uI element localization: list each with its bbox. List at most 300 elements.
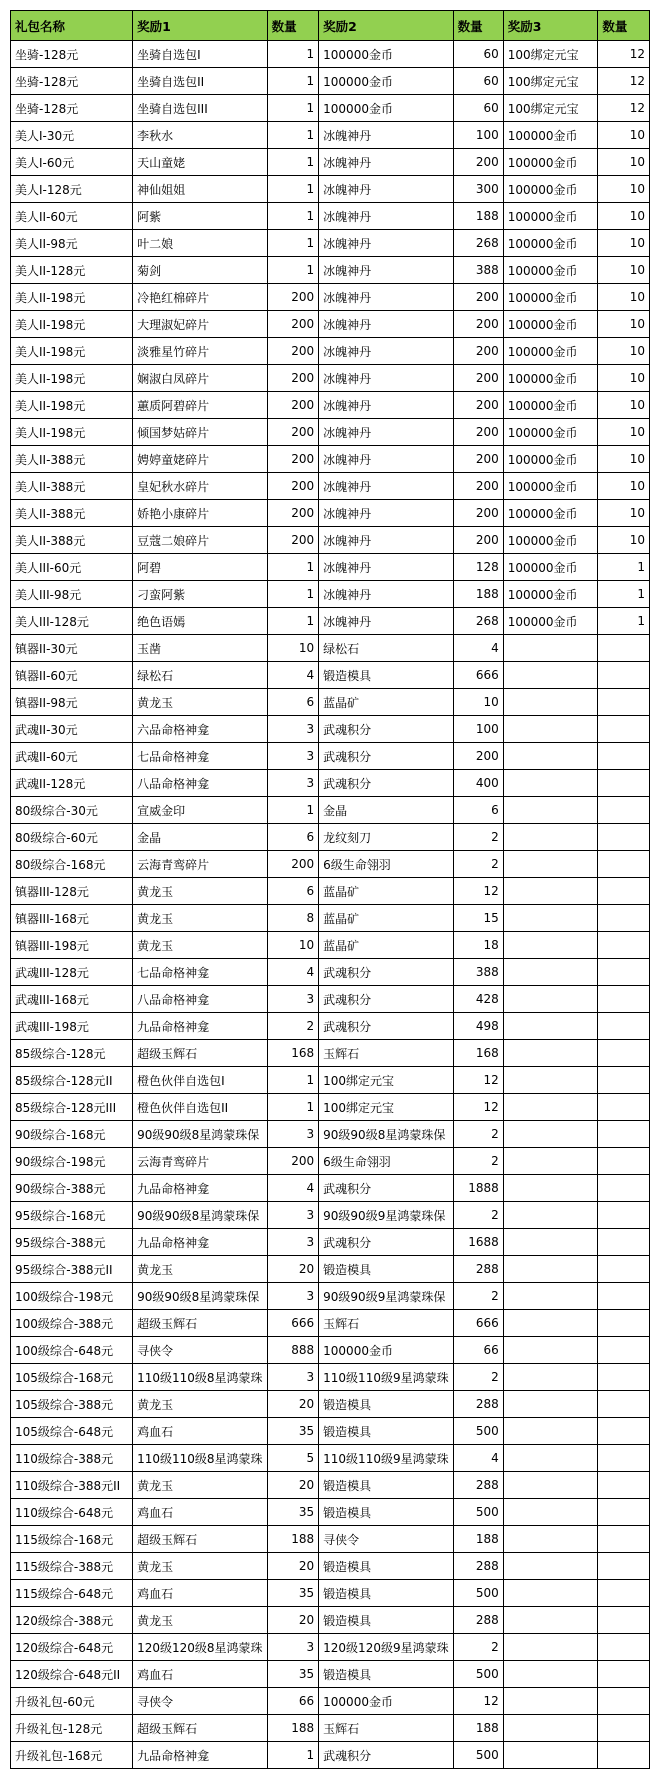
cell-reward1: 皇妃秋水碎片 — [133, 473, 267, 500]
cell-reward3 — [503, 986, 598, 1013]
cell-package-name: 115级综合-648元 — [11, 1580, 133, 1607]
cell-reward1: 刁蛮阿紫 — [133, 581, 267, 608]
table-row — [11, 851, 650, 878]
header-reward2: 奖励2 — [319, 11, 453, 41]
cell-qty1: 1 — [267, 230, 319, 257]
cell-qty3 — [598, 1526, 650, 1553]
cell-package-name: 110级综合-388元II — [11, 1472, 133, 1499]
cell-package-name: 85级综合-128元 — [11, 1040, 133, 1067]
cell-qty2: 18 — [453, 932, 503, 959]
cell-qty3: 1 — [598, 608, 650, 635]
cell-package-name: 美人II-388元 — [11, 446, 133, 473]
cell-qty1: 1 — [267, 68, 319, 95]
table-row — [11, 1310, 650, 1337]
cell-package-name: 升级礼包-168元 — [11, 1742, 133, 1769]
cell-qty3 — [598, 1202, 650, 1229]
table-row — [11, 1715, 650, 1742]
cell-reward2: 6级生命翎羽 — [319, 1148, 453, 1175]
header-qty2: 数量 — [453, 11, 503, 41]
cell-qty2: 200 — [453, 743, 503, 770]
cell-qty1: 1 — [267, 1067, 319, 1094]
cell-reward1: 黄龙玉 — [133, 932, 267, 959]
cell-reward3 — [503, 1202, 598, 1229]
cell-reward3 — [503, 1445, 598, 1472]
cell-package-name: 80级综合-168元 — [11, 851, 133, 878]
cell-qty3 — [598, 1688, 650, 1715]
cell-qty3 — [598, 1715, 650, 1742]
cell-reward1: 玉凿 — [133, 635, 267, 662]
cell-qty2: 200 — [453, 149, 503, 176]
cell-package-name: 美人II-98元 — [11, 230, 133, 257]
cell-qty3: 10 — [598, 392, 650, 419]
cell-reward2: 锻造模具 — [319, 1553, 453, 1580]
cell-reward1: 金晶 — [133, 824, 267, 851]
cell-reward1: 宣威金印 — [133, 797, 267, 824]
cell-reward3: 100000金币 — [503, 446, 598, 473]
header-reward3: 奖励3 — [503, 11, 598, 41]
cell-qty3 — [598, 1067, 650, 1094]
cell-qty3 — [598, 1040, 650, 1067]
cell-qty1: 200 — [267, 500, 319, 527]
cell-qty2: 200 — [453, 338, 503, 365]
cell-qty1: 3 — [267, 770, 319, 797]
cell-qty1: 3 — [267, 716, 319, 743]
cell-package-name: 95级综合-388元II — [11, 1256, 133, 1283]
table-row — [11, 257, 650, 284]
cell-reward3 — [503, 1256, 598, 1283]
cell-qty2: 500 — [453, 1742, 503, 1769]
cell-qty3: 1 — [598, 581, 650, 608]
table-row — [11, 527, 650, 554]
cell-reward1: 叶二娘 — [133, 230, 267, 257]
cell-reward2: 冰魄神丹 — [319, 338, 453, 365]
cell-reward3: 100000金币 — [503, 203, 598, 230]
table-row — [11, 365, 650, 392]
cell-reward3: 100000金币 — [503, 230, 598, 257]
cell-qty1: 1 — [267, 1742, 319, 1769]
table-row — [11, 1094, 650, 1121]
cell-qty3 — [598, 1283, 650, 1310]
cell-package-name: 武魂II-128元 — [11, 770, 133, 797]
cell-qty1: 8 — [267, 905, 319, 932]
cell-qty2: 200 — [453, 419, 503, 446]
cell-reward3 — [503, 1229, 598, 1256]
cell-qty2: 2 — [453, 1634, 503, 1661]
cell-qty1: 200 — [267, 851, 319, 878]
cell-reward2: 冰魄神丹 — [319, 311, 453, 338]
cell-reward2: 蓝晶矿 — [319, 905, 453, 932]
cell-reward2: 武魂积分 — [319, 986, 453, 1013]
cell-reward1: 云海青鸾碎片 — [133, 1148, 267, 1175]
cell-qty2: 2 — [453, 1364, 503, 1391]
cell-qty3: 12 — [598, 68, 650, 95]
cell-package-name: 85级综合-128元III — [11, 1094, 133, 1121]
table-row — [11, 95, 650, 122]
cell-reward1: 淡雅星竹碎片 — [133, 338, 267, 365]
cell-package-name: 115级综合-168元 — [11, 1526, 133, 1553]
cell-qty3 — [598, 1256, 650, 1283]
cell-qty2: 200 — [453, 446, 503, 473]
cell-qty2: 12 — [453, 1067, 503, 1094]
cell-qty1: 1 — [267, 149, 319, 176]
cell-qty3: 10 — [598, 257, 650, 284]
table-row — [11, 1202, 650, 1229]
cell-qty1: 200 — [267, 338, 319, 365]
cell-package-name: 美人III-128元 — [11, 608, 133, 635]
cell-qty2: 4 — [453, 1445, 503, 1472]
cell-qty1: 35 — [267, 1661, 319, 1688]
cell-reward3 — [503, 1310, 598, 1337]
cell-reward2: 100绑定元宝 — [319, 1094, 453, 1121]
cell-reward1: 七品命格神龛 — [133, 743, 267, 770]
table-row — [11, 149, 650, 176]
table-row — [11, 473, 650, 500]
cell-reward3: 100000金币 — [503, 392, 598, 419]
table-row — [11, 284, 650, 311]
cell-package-name: 美人I-30元 — [11, 122, 133, 149]
cell-qty3 — [598, 1742, 650, 1769]
cell-reward3 — [503, 1742, 598, 1769]
cell-qty2: 2 — [453, 1148, 503, 1175]
cell-reward1: 黄龙玉 — [133, 1256, 267, 1283]
cell-reward2: 冰魄神丹 — [319, 176, 453, 203]
cell-reward2: 120级120级9星鸿蒙珠 — [319, 1634, 453, 1661]
cell-qty3 — [598, 635, 650, 662]
cell-qty1: 4 — [267, 662, 319, 689]
cell-package-name: 升级礼包-60元 — [11, 1688, 133, 1715]
cell-reward2: 冰魄神丹 — [319, 581, 453, 608]
cell-reward2: 锻造模具 — [319, 1661, 453, 1688]
cell-reward2: 武魂积分 — [319, 1229, 453, 1256]
cell-qty1: 666 — [267, 1310, 319, 1337]
cell-package-name: 美人II-198元 — [11, 338, 133, 365]
cell-qty3: 12 — [598, 41, 650, 68]
table-row — [11, 1472, 650, 1499]
cell-reward3 — [503, 905, 598, 932]
cell-package-name: 美人I-128元 — [11, 176, 133, 203]
cell-qty1: 3 — [267, 1364, 319, 1391]
cell-reward2: 锻造模具 — [319, 1256, 453, 1283]
cell-qty1: 3 — [267, 1121, 319, 1148]
cell-qty1: 5 — [267, 1445, 319, 1472]
cell-reward2: 冰魄神丹 — [319, 608, 453, 635]
cell-reward2: 武魂积分 — [319, 716, 453, 743]
cell-qty2: 128 — [453, 554, 503, 581]
cell-qty3 — [598, 1013, 650, 1040]
cell-qty3 — [598, 1148, 650, 1175]
cell-qty1: 200 — [267, 311, 319, 338]
cell-qty2: 188 — [453, 203, 503, 230]
cell-reward3: 100000金币 — [503, 149, 598, 176]
cell-qty1: 1 — [267, 95, 319, 122]
cell-reward1: 娴淑白凤碎片 — [133, 365, 267, 392]
cell-qty1: 1 — [267, 257, 319, 284]
cell-reward3 — [503, 1499, 598, 1526]
cell-qty1: 1 — [267, 203, 319, 230]
cell-reward3 — [503, 1553, 598, 1580]
cell-package-name: 90级综合-168元 — [11, 1121, 133, 1148]
cell-package-name: 镇器III-168元 — [11, 905, 133, 932]
cell-reward1: 橙色伙伴自选包I — [133, 1067, 267, 1094]
table-row — [11, 311, 650, 338]
cell-reward1: 绿松石 — [133, 662, 267, 689]
cell-package-name: 105级综合-168元 — [11, 1364, 133, 1391]
table-row — [11, 176, 650, 203]
cell-qty3: 10 — [598, 419, 650, 446]
cell-reward3 — [503, 1607, 598, 1634]
cell-qty1: 200 — [267, 365, 319, 392]
cell-qty2: 500 — [453, 1580, 503, 1607]
cell-package-name: 武魂III-168元 — [11, 986, 133, 1013]
cell-qty2: 268 — [453, 608, 503, 635]
cell-qty1: 3 — [267, 986, 319, 1013]
cell-reward1: 李秋水 — [133, 122, 267, 149]
header-qty3: 数量 — [598, 11, 650, 41]
cell-qty1: 2 — [267, 1013, 319, 1040]
cell-reward2: 玉辉石 — [319, 1310, 453, 1337]
cell-qty2: 60 — [453, 41, 503, 68]
cell-qty3: 10 — [598, 203, 650, 230]
table-row — [11, 878, 650, 905]
table-row — [11, 608, 650, 635]
cell-qty3 — [598, 1094, 650, 1121]
cell-reward3 — [503, 932, 598, 959]
table-row — [11, 635, 650, 662]
cell-reward3 — [503, 1094, 598, 1121]
table-row — [11, 689, 650, 716]
cell-reward2: 冰魄神丹 — [319, 284, 453, 311]
cell-reward1: 娉婷童姥碎片 — [133, 446, 267, 473]
cell-package-name: 110级综合-648元 — [11, 1499, 133, 1526]
cell-reward3 — [503, 1013, 598, 1040]
table-row — [11, 392, 650, 419]
cell-qty1: 200 — [267, 392, 319, 419]
table-row — [11, 824, 650, 851]
cell-reward1: 黄龙玉 — [133, 1391, 267, 1418]
cell-package-name: 90级综合-198元 — [11, 1148, 133, 1175]
cell-reward1: 鸡血石 — [133, 1418, 267, 1445]
cell-reward1: 阿碧 — [133, 554, 267, 581]
cell-reward3: 100000金币 — [503, 554, 598, 581]
rewards-table — [10, 10, 650, 1769]
cell-reward3 — [503, 662, 598, 689]
cell-reward2: 龙纹刻刀 — [319, 824, 453, 851]
cell-reward1: 黄龙玉 — [133, 1472, 267, 1499]
table-row — [11, 1742, 650, 1769]
cell-qty2: 200 — [453, 527, 503, 554]
cell-reward1: 豆蔻二娘碎片 — [133, 527, 267, 554]
cell-reward3: 100000金币 — [503, 608, 598, 635]
table-row — [11, 1040, 650, 1067]
table-row — [11, 500, 650, 527]
cell-qty2: 500 — [453, 1661, 503, 1688]
table-row — [11, 122, 650, 149]
cell-reward3 — [503, 1364, 598, 1391]
cell-qty3 — [598, 905, 650, 932]
cell-reward1: 坐骑自选包III — [133, 95, 267, 122]
cell-qty2: 66 — [453, 1337, 503, 1364]
cell-reward1: 娇艳小康碎片 — [133, 500, 267, 527]
cell-qty3 — [598, 986, 650, 1013]
cell-reward2: 冰魄神丹 — [319, 500, 453, 527]
cell-qty3: 10 — [598, 122, 650, 149]
cell-reward1: 90级90级8星鸿蒙珠保 — [133, 1121, 267, 1148]
cell-qty2: 500 — [453, 1418, 503, 1445]
cell-reward2: 冰魄神丹 — [319, 149, 453, 176]
cell-reward3 — [503, 824, 598, 851]
cell-reward3: 100绑定元宝 — [503, 95, 598, 122]
cell-reward2: 90级90级9星鸿蒙珠保 — [319, 1202, 453, 1229]
cell-reward2: 冰魄神丹 — [319, 365, 453, 392]
cell-qty3: 10 — [598, 176, 650, 203]
cell-reward3: 100000金币 — [503, 176, 598, 203]
cell-reward2: 武魂积分 — [319, 1175, 453, 1202]
cell-qty1: 168 — [267, 1040, 319, 1067]
cell-reward1: 黄龙玉 — [133, 905, 267, 932]
cell-qty2: 2 — [453, 1121, 503, 1148]
cell-reward2: 锻造模具 — [319, 1607, 453, 1634]
cell-package-name: 镇器II-30元 — [11, 635, 133, 662]
cell-qty1: 6 — [267, 824, 319, 851]
cell-reward2: 蓝晶矿 — [319, 878, 453, 905]
table-row — [11, 1229, 650, 1256]
cell-qty2: 1688 — [453, 1229, 503, 1256]
cell-reward3: 100绑定元宝 — [503, 68, 598, 95]
cell-qty2: 666 — [453, 662, 503, 689]
cell-qty3: 10 — [598, 230, 650, 257]
cell-reward3: 100000金币 — [503, 311, 598, 338]
cell-reward1: 阿紫 — [133, 203, 267, 230]
cell-qty3: 10 — [598, 500, 650, 527]
cell-reward2: 冰魄神丹 — [319, 527, 453, 554]
cell-reward1: 黄龙玉 — [133, 878, 267, 905]
cell-qty3: 10 — [598, 284, 650, 311]
cell-reward2: 金晶 — [319, 797, 453, 824]
cell-qty3 — [598, 1337, 650, 1364]
cell-package-name: 105级综合-648元 — [11, 1418, 133, 1445]
cell-qty2: 1888 — [453, 1175, 503, 1202]
cell-package-name: 美人II-198元 — [11, 392, 133, 419]
header-package-name: 礼包名称 — [11, 11, 133, 41]
cell-reward3 — [503, 1526, 598, 1553]
cell-reward2: 冰魄神丹 — [319, 257, 453, 284]
cell-qty3 — [598, 1607, 650, 1634]
cell-qty2: 388 — [453, 257, 503, 284]
cell-reward1: 九品命格神龛 — [133, 1229, 267, 1256]
cell-reward3: 100000金币 — [503, 581, 598, 608]
table-row — [11, 1499, 650, 1526]
cell-reward2: 冰魄神丹 — [319, 419, 453, 446]
cell-qty2: 388 — [453, 959, 503, 986]
cell-package-name: 100级综合-388元 — [11, 1310, 133, 1337]
cell-package-name: 105级综合-388元 — [11, 1391, 133, 1418]
cell-reward2: 100000金币 — [319, 95, 453, 122]
cell-qty3 — [598, 1391, 650, 1418]
cell-package-name: 80级综合-30元 — [11, 797, 133, 824]
cell-package-name: 美人III-98元 — [11, 581, 133, 608]
cell-reward1: 黄龙玉 — [133, 689, 267, 716]
cell-qty1: 200 — [267, 473, 319, 500]
table-row — [11, 1607, 650, 1634]
cell-reward2: 90级90级9星鸿蒙珠保 — [319, 1283, 453, 1310]
cell-qty2: 428 — [453, 986, 503, 1013]
cell-reward1: 黄龙玉 — [133, 1553, 267, 1580]
table-row — [11, 1553, 650, 1580]
header-row — [11, 11, 650, 41]
cell-reward1: 七品命格神龛 — [133, 959, 267, 986]
cell-qty1: 1 — [267, 122, 319, 149]
cell-qty1: 35 — [267, 1499, 319, 1526]
cell-package-name: 镇器II-98元 — [11, 689, 133, 716]
cell-qty2: 12 — [453, 1688, 503, 1715]
cell-qty3 — [598, 1418, 650, 1445]
cell-qty3 — [598, 1175, 650, 1202]
cell-qty3 — [598, 1472, 650, 1499]
cell-reward3 — [503, 851, 598, 878]
table-row — [11, 1148, 650, 1175]
cell-reward2: 武魂积分 — [319, 1013, 453, 1040]
cell-package-name: 120级综合-388元 — [11, 1607, 133, 1634]
cell-qty3 — [598, 1229, 650, 1256]
cell-package-name: 美人II-198元 — [11, 419, 133, 446]
cell-qty3 — [598, 770, 650, 797]
cell-qty3: 10 — [598, 473, 650, 500]
cell-reward1: 九品命格神龛 — [133, 1742, 267, 1769]
cell-package-name: 武魂II-60元 — [11, 743, 133, 770]
cell-package-name: 90级综合-388元 — [11, 1175, 133, 1202]
cell-qty1: 188 — [267, 1715, 319, 1742]
cell-qty2: 288 — [453, 1553, 503, 1580]
cell-qty2: 100 — [453, 122, 503, 149]
cell-qty3 — [598, 959, 650, 986]
cell-qty3 — [598, 932, 650, 959]
cell-reward2: 锻造模具 — [319, 1418, 453, 1445]
cell-reward2: 玉辉石 — [319, 1715, 453, 1742]
cell-reward3: 100000金币 — [503, 527, 598, 554]
cell-package-name: 美人II-198元 — [11, 365, 133, 392]
cell-reward2: 冰魄神丹 — [319, 230, 453, 257]
table-row — [11, 662, 650, 689]
cell-reward3 — [503, 959, 598, 986]
cell-qty3: 10 — [598, 527, 650, 554]
cell-qty1: 10 — [267, 635, 319, 662]
cell-reward2: 寻侠令 — [319, 1526, 453, 1553]
cell-qty1: 888 — [267, 1337, 319, 1364]
cell-qty1: 1 — [267, 41, 319, 68]
cell-reward1: 坐骑自选包II — [133, 68, 267, 95]
cell-reward2: 蓝晶矿 — [319, 932, 453, 959]
table-row — [11, 554, 650, 581]
cell-reward2: 锻造模具 — [319, 662, 453, 689]
cell-qty1: 1 — [267, 608, 319, 635]
table-row — [11, 743, 650, 770]
table-row — [11, 41, 650, 68]
cell-package-name: 美人II-388元 — [11, 500, 133, 527]
table-row — [11, 68, 650, 95]
cell-reward2: 锻造模具 — [319, 1391, 453, 1418]
cell-qty1: 66 — [267, 1688, 319, 1715]
cell-reward1: 90级90级8星鸿蒙珠保 — [133, 1202, 267, 1229]
cell-qty2: 200 — [453, 311, 503, 338]
cell-qty1: 3 — [267, 1283, 319, 1310]
cell-reward2: 100000金币 — [319, 1688, 453, 1715]
cell-qty2: 400 — [453, 770, 503, 797]
cell-qty3: 10 — [598, 365, 650, 392]
table-row — [11, 203, 650, 230]
cell-package-name: 80级综合-60元 — [11, 824, 133, 851]
cell-package-name: 美人II-198元 — [11, 284, 133, 311]
cell-qty3 — [598, 851, 650, 878]
